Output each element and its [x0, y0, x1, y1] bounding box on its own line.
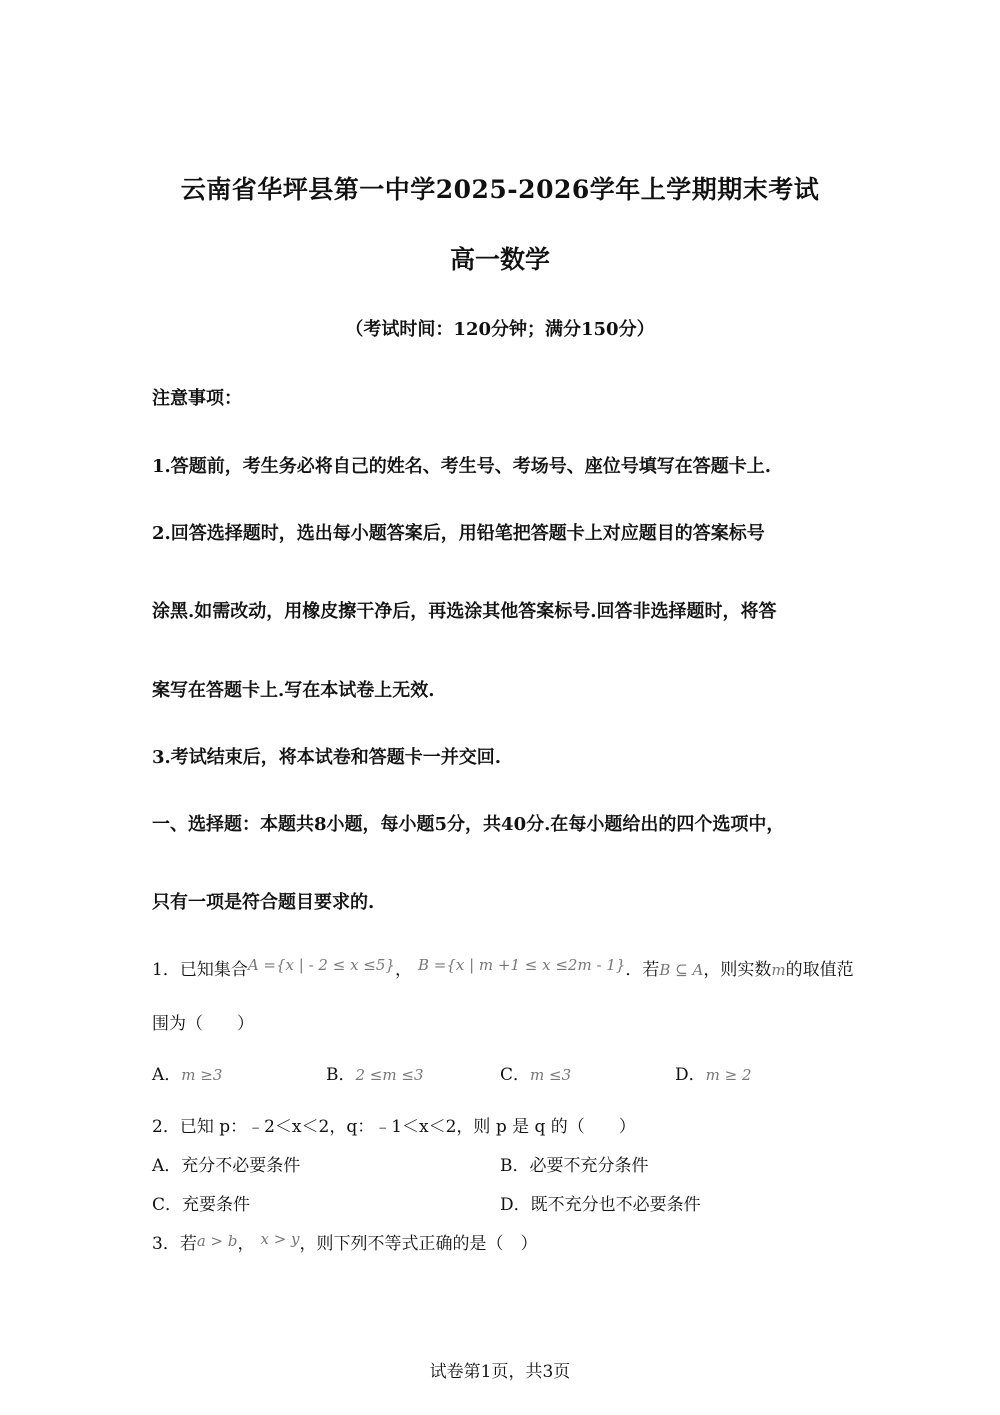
condition-x-gt-y: x > y — [260, 1230, 300, 1248]
option-b-formula: 2 ≤m ≤3 — [355, 1066, 424, 1084]
question-2-stem: 2．已知 p：﹣2＜x＜2，q：﹣1＜x＜2，则 p 是 q 的（ ） — [152, 1117, 636, 1137]
notice-item-2-line-1: 2.回答选择题时，选出每小题答案后，用铅笔把答题卡上对应题目的答案标号 — [152, 523, 765, 544]
option-a-formula: m ≥3 — [181, 1066, 223, 1084]
question-3-prefix: 3．若 — [152, 1234, 197, 1254]
option-d-formula: m ≥ 2 — [705, 1066, 752, 1084]
question-1-option-c[interactable] — [500, 1060, 571, 1085]
question-1-mid: ，则实数 — [703, 960, 772, 980]
subset-condition: B ⊆ A — [659, 961, 704, 979]
page-footer: 试卷第1页，共3页 — [429, 1362, 571, 1382]
question-1-option-b[interactable] — [326, 1060, 423, 1085]
notice-item-2-line-2: 涂黑.如需改动，用橡皮擦干净后，再选涂其他答案标号.回答非选择题时，将答 — [152, 601, 777, 622]
option-a-label: A． — [152, 1065, 182, 1085]
notice-item-3: 3.考试结束后，将本试卷和答题卡一并交回. — [152, 747, 502, 768]
notice-item-2-line-3: 案写在答题卡上.写在本试卷上无效. — [152, 680, 435, 701]
set-b-formula: B ={x | m +1 ≤ x ≤2m - 1} — [417, 956, 626, 974]
exam-title: 云南省华坪县第一中学2025-2026学年上学期期末考试 — [180, 175, 820, 204]
option-c-formula: m ≤3 — [530, 1066, 572, 1084]
question-3-stem — [152, 1229, 538, 1254]
question-1-stem-line-2: 围为（ ） — [152, 1014, 254, 1034]
question-1-prefix: 1．已知集合 — [152, 960, 248, 980]
section-1-heading-line-2: 只有一项是符合题目要求的. — [152, 892, 375, 913]
variable-m: m — [771, 961, 786, 979]
option-b-label: B． — [326, 1065, 356, 1085]
question-2-option-b[interactable]: B．必要不充分条件 — [500, 1156, 649, 1176]
question-1-stem — [152, 955, 854, 980]
question-1-tail: 的取值范 — [785, 960, 854, 980]
notice-heading: 注意事项： — [152, 388, 242, 409]
set-a-formula: A ={x | - 2 ≤ x ≤5} — [247, 956, 395, 974]
question-1-sep-2: ．若 — [625, 960, 660, 980]
option-d-label: D． — [675, 1065, 706, 1085]
question-1-sep: ， — [394, 960, 412, 980]
option-c-label: C． — [500, 1065, 531, 1085]
question-3-tail: ，则下列不等式正确的是（ ） — [299, 1234, 538, 1254]
question-3-sep: ， — [237, 1234, 255, 1254]
question-1-option-d[interactable] — [675, 1060, 752, 1085]
question-1-option-a[interactable] — [152, 1060, 222, 1085]
exam-info: （考试时间：120分钟；满分150分） — [345, 319, 655, 340]
question-2-option-d[interactable]: D．既不充分也不必要条件 — [500, 1195, 701, 1215]
condition-a-gt-b: a > b — [196, 1232, 238, 1250]
notice-item-1: 1.答题前，考生务必将自己的姓名、考生号、考场号、座位号填写在答题卡上. — [152, 456, 772, 477]
question-2-option-a[interactable]: A．充分不必要条件 — [152, 1156, 301, 1176]
question-2-option-c[interactable]: C．充要条件 — [152, 1195, 251, 1215]
section-1-heading-line-1: 一、选择题：本题共8小题，每小题5分，共40分.在每小题给出的四个选项中， — [152, 814, 785, 835]
exam-subject: 高一数学 — [449, 245, 550, 274]
